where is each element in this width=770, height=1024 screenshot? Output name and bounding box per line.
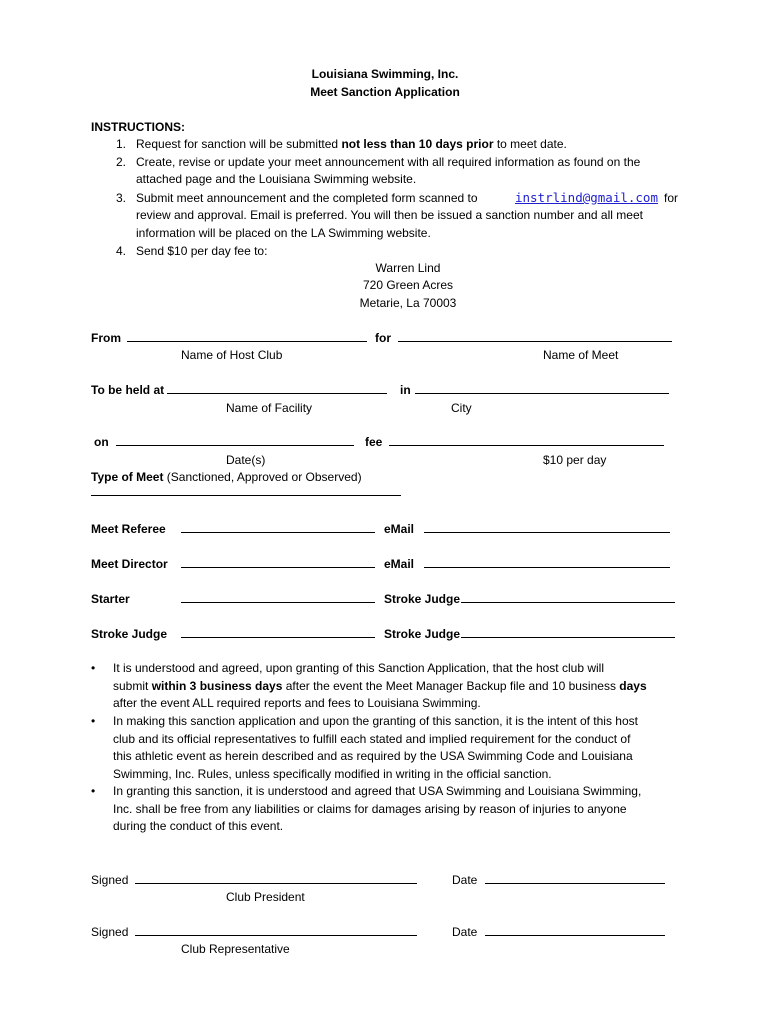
signed-label: Signed — [91, 873, 129, 887]
terms-bullet-2-line-4: Swimming, Inc. Rules, unless specifically modified in writing in the official sanction. — [113, 766, 552, 781]
club-representative-caption: Club Representative — [181, 942, 290, 956]
item-number: 1. — [115, 137, 126, 151]
terms-bold-text: days — [619, 678, 647, 693]
host-club-caption: Name of Host Club — [181, 348, 283, 362]
instruction-item-3-line-3: information will be placed on the LA Swimming website. — [136, 226, 431, 240]
stroke-judge-field[interactable] — [181, 626, 375, 642]
dates-caption: Date(s) — [226, 453, 266, 467]
terms-bullet-2-line-1: In making this sanction application and upon the granting of this sanction, it is the intent of this host — [113, 714, 638, 728]
dates-field[interactable] — [116, 434, 354, 450]
instruction-item-4: Send $10 per day fee to: — [136, 244, 268, 258]
instruction-item-1 — [136, 136, 567, 152]
item1-text-end: to meet date. — [493, 137, 567, 151]
terms-bullet-3-line-1: In granting this sanction, it is understood and agreed that USA Swimming and Louisiana Swimming, — [113, 784, 642, 798]
signed-label: Signed — [91, 925, 129, 939]
item1-text: Request for sanction will be submitted — [136, 137, 342, 151]
fee-caption: $10 per day — [543, 453, 607, 467]
meet-name-field[interactable] — [398, 330, 672, 346]
stroke-judge-field[interactable] — [461, 626, 675, 642]
instruction-item-3-line-2: review and approval. Email is preferred. You will then be issued a sanction number and all meet — [136, 208, 643, 222]
meet-type-field[interactable] — [91, 484, 401, 500]
meet-type-row — [91, 469, 362, 485]
meet-type-label: Type of Meet — [91, 470, 164, 484]
meet-referee-field[interactable] — [181, 521, 375, 537]
president-date-field[interactable] — [485, 872, 665, 888]
address-name: Warren Lind — [375, 261, 441, 275]
date-label: Date — [452, 925, 478, 939]
terms-bullet-2-line-3: this athletic event as herein described and as required by the USA Swimming Code and Louisiana — [113, 749, 633, 764]
address-street: 720 Green Acres — [362, 278, 454, 292]
terms-bullet-1-line-3: after the event ALL required reports and fees to Louisiana Swimming. — [113, 696, 481, 711]
item-number: 3. — [115, 191, 126, 205]
director-email-label: eMail — [384, 557, 415, 571]
instruction-item-3-line-1 — [136, 190, 678, 206]
terms-bullet-1 — [113, 660, 678, 713]
item1-bold-text: not less than 10 days prior — [341, 137, 494, 151]
terms-bullet-1-line-2 — [113, 678, 678, 696]
host-club-field[interactable] — [127, 330, 367, 346]
meet-type-options: (Sanctioned, Approved or Observed) — [166, 470, 362, 484]
club-president-caption: Club President — [226, 890, 305, 904]
representative-date-field[interactable] — [485, 924, 665, 940]
terms-bullet-1-line-1: It is understood and agreed, upon granting of this Sanction Application, that the host club will — [113, 661, 604, 675]
submission-email-link[interactable]: instrlind@gmail.com — [514, 190, 658, 205]
terms-text: after the event the Meet Manager Backup file and 10 business — [282, 678, 620, 693]
fee-field[interactable] — [389, 434, 664, 450]
terms-bold-text: within 3 business days — [151, 678, 283, 693]
for-label: for — [375, 331, 391, 345]
starter-label: Starter — [91, 592, 130, 606]
fee-label: fee — [365, 435, 383, 449]
referee-email-label: eMail — [384, 522, 415, 536]
representative-signature-field[interactable] — [135, 924, 417, 940]
terms-text: submit — [113, 678, 152, 693]
meet-name-caption: Name of Meet — [543, 348, 619, 362]
org-name: Louisiana Swimming, Inc. — [311, 67, 459, 81]
stroke-judge-label: Stroke Judge — [91, 627, 168, 641]
stroke-judge-label: Stroke Judge — [384, 627, 461, 641]
item-number: 2. — [115, 155, 126, 169]
meet-director-field[interactable] — [181, 556, 375, 572]
facility-field[interactable] — [167, 382, 387, 398]
document-title: Meet Sanction Application — [310, 85, 460, 99]
address-city: Metarie, La 70003 — [359, 296, 457, 310]
city-caption: City — [451, 401, 472, 415]
item3-text: Submit meet announcement and the completed form scanned to — [136, 191, 478, 205]
meet-referee-label: Meet Referee — [91, 522, 166, 536]
starter-field[interactable] — [181, 591, 375, 607]
terms-bullet-3-line-2: Inc. shall be free from any liabilities or claims for damages arising by reason of injuries to anyone — [113, 801, 627, 816]
instructions-heading: INSTRUCTIONS: — [91, 120, 185, 134]
on-label: on — [94, 435, 109, 449]
instruction-item-2-line-1: Create, revise or update your meet announcement with all required information as found on the — [136, 155, 641, 169]
city-field[interactable] — [415, 382, 669, 398]
terms-bullet-3-line-3: during the conduct of this event. — [113, 819, 284, 834]
item-number: 4. — [115, 244, 126, 258]
stroke-judge-label: Stroke Judge — [384, 592, 461, 606]
in-label: in — [400, 383, 411, 397]
bullet-icon: • — [91, 661, 96, 675]
stroke-judge-field[interactable] — [461, 591, 675, 607]
instruction-item-2-line-2: attached page and the Louisiana Swimming website. — [136, 172, 417, 186]
date-label: Date — [452, 873, 478, 887]
terms-bullet-2-line-2: club and its official representatives to fulfill each stated and implied requirement for the conduct of — [113, 731, 631, 746]
facility-caption: Name of Facility — [226, 401, 313, 415]
meet-director-label: Meet Director — [91, 557, 168, 571]
referee-email-field[interactable] — [424, 521, 670, 537]
president-signature-field[interactable] — [135, 872, 417, 888]
director-email-field[interactable] — [424, 556, 670, 572]
terms-bullet-2 — [113, 713, 678, 783]
bullet-icon: • — [91, 714, 96, 728]
held-at-label: To be held at — [91, 383, 165, 397]
terms-bullet-3 — [113, 783, 678, 836]
bullet-icon: • — [91, 784, 96, 798]
item3-text-end: for — [663, 191, 678, 205]
from-label: From — [91, 331, 121, 345]
